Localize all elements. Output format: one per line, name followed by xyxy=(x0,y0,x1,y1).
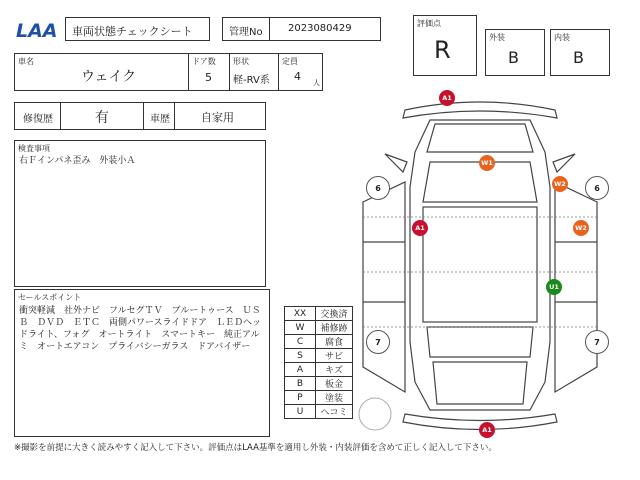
legend-row xyxy=(285,321,353,335)
spare-tire-outline xyxy=(359,398,391,430)
legend-code: S xyxy=(285,349,316,363)
legend-desc: 補修跡 xyxy=(316,321,353,335)
front-bumper-outline xyxy=(403,102,557,118)
shape-box xyxy=(229,53,279,91)
title-box xyxy=(65,17,210,41)
tire-rear-right: 7 xyxy=(585,330,609,354)
mgmt-label-box xyxy=(222,17,270,41)
hood-outline xyxy=(427,124,533,152)
legend-desc: 塗装 xyxy=(316,391,353,405)
rear-window-outline xyxy=(427,327,533,357)
repair-label: 修復歴 xyxy=(23,114,53,125)
vehicle-name: ウェイク xyxy=(81,69,137,85)
legend-desc: 腐食 xyxy=(316,335,353,349)
sheet-title: 車両状態チェックシート xyxy=(72,25,193,38)
tire-rear-left: 7 xyxy=(366,330,390,354)
legend-code: P xyxy=(285,391,316,405)
damage-mark-right-fender-upper: W2 xyxy=(552,176,568,192)
legend-row xyxy=(285,335,353,349)
damage-mark-rear: A1 xyxy=(479,422,495,438)
history-row xyxy=(14,102,266,130)
legend-row xyxy=(285,377,353,391)
inspection-box xyxy=(14,140,266,287)
capacity-box xyxy=(278,53,323,91)
mgmt-label: 管理No xyxy=(229,27,263,38)
left-side-outline xyxy=(363,182,405,392)
footer-note: ※撮影を前提に大きく読みやすく記入して下さい。評価点はLAA基準を適用し外装・内装評価を含めて正しく記入して下さい。 xyxy=(14,443,497,453)
exterior-value: B xyxy=(508,48,519,67)
capacity-value: 4 xyxy=(294,70,301,83)
interior-label: 内装 xyxy=(554,33,570,42)
selling-points-label: セールスポイント xyxy=(18,293,82,302)
car-diagram xyxy=(345,92,615,437)
shape-label: 形状 xyxy=(233,57,249,66)
capacity-unit: 人 xyxy=(313,79,320,87)
tailgate-outline xyxy=(433,362,527,404)
doors-box xyxy=(188,53,230,91)
legend-desc: キズ xyxy=(316,363,353,377)
exterior-box xyxy=(485,29,545,76)
score-box xyxy=(413,15,477,76)
legend-row xyxy=(285,363,353,377)
logo-box xyxy=(14,17,64,43)
car-type-value: 自家用 xyxy=(201,111,234,124)
repair-value: 有 xyxy=(95,110,109,126)
legend-desc: サビ xyxy=(316,349,353,363)
mgmt-no: 2023080429 xyxy=(288,23,352,34)
legend-row xyxy=(285,307,353,321)
svg-text:LAA: LAA xyxy=(16,20,58,42)
doors-label: ドア数 xyxy=(192,57,216,66)
legend-row xyxy=(285,349,353,363)
history-divider-1 xyxy=(60,102,61,130)
history-divider-3 xyxy=(174,102,175,130)
legend-code: XX xyxy=(285,307,316,321)
car-type-label: 車歴 xyxy=(150,114,170,125)
interior-value: B xyxy=(573,48,584,67)
shape-value: 軽-RV系 xyxy=(233,75,270,86)
damage-mark-front: A1 xyxy=(439,90,455,106)
damage-mark-right-fender-lower: W2 xyxy=(573,220,589,236)
legend-code: B xyxy=(285,377,316,391)
tire-front-left: 6 xyxy=(366,176,390,200)
roof-outline xyxy=(423,207,537,322)
tire-front-right: 6 xyxy=(585,176,609,200)
damage-mark-hood: W1 xyxy=(479,155,495,171)
inspection-text: 右Ｆインパネ歪み 外装小Ａ xyxy=(19,156,136,166)
vehicle-name-box xyxy=(14,53,189,91)
score-value: R xyxy=(434,36,451,64)
legend-row xyxy=(285,391,353,405)
vehicle-name-label: 車名 xyxy=(18,57,34,66)
doors-value: 5 xyxy=(205,71,212,84)
exterior-label: 外装 xyxy=(489,33,505,42)
capacity-label: 定員 xyxy=(282,57,298,66)
legend-desc: 板金 xyxy=(316,377,353,391)
legend-code: C xyxy=(285,335,316,349)
selling-points-text: 衝突軽減 社外ナビ フルセグＴＶ ブルートゥース ＵＳＢ ＤＶＤ ＥＴＣ 両側パワースライドドア ＬＥＤヘッドライト、フォグ オートライト スマートキー 純正アルミ オートエアコン プライバシーガラス ドアバイザー xyxy=(19,306,262,352)
legend-row xyxy=(285,405,353,419)
legend-code: A xyxy=(285,363,316,377)
damage-legend xyxy=(284,306,353,419)
inspection-label: 検査事項 xyxy=(18,144,50,153)
legend-code: W xyxy=(285,321,316,335)
interior-box xyxy=(550,29,610,76)
selling-points-box xyxy=(14,289,270,437)
history-divider-2 xyxy=(143,102,144,130)
legend-desc: ヘコミ xyxy=(316,405,353,419)
legend-code: U xyxy=(285,405,316,419)
laa-logo xyxy=(14,17,64,43)
legend-desc: 交換済 xyxy=(316,307,353,321)
damage-mark-right-rear: U1 xyxy=(546,279,562,295)
damage-mark-left-fender: A1 xyxy=(412,220,428,236)
score-label: 評価点 xyxy=(417,19,441,28)
mgmt-no-box xyxy=(269,17,381,41)
